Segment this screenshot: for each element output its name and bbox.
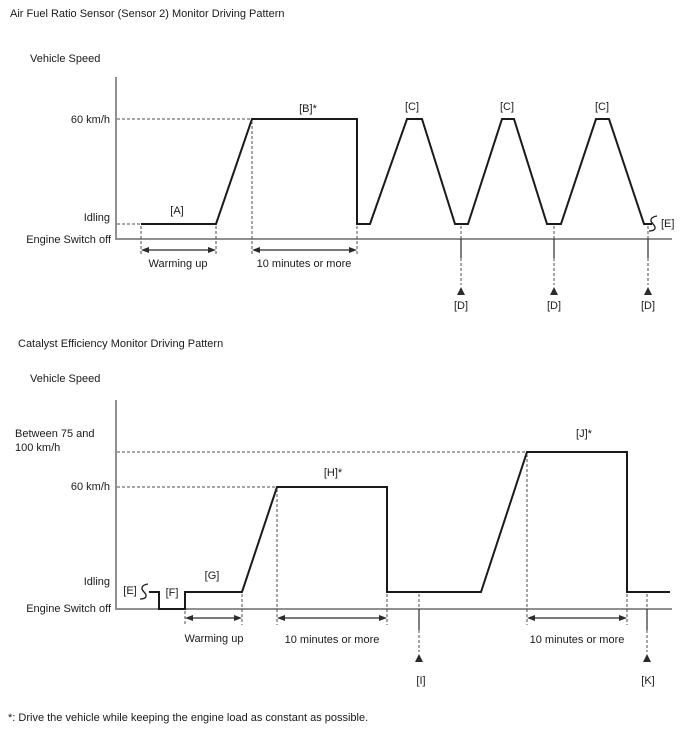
chart-title-air-fuel: Air Fuel Ratio Sensor (Sensor 2) Monitor Driving Pattern xyxy=(10,8,285,20)
duration-label-tenmin-2: 10 minutes or more xyxy=(529,634,625,646)
up-arrow-icon xyxy=(415,654,423,662)
duration-label-warming-bottom: Warming up xyxy=(184,633,244,645)
phase-label-c3: [C] xyxy=(594,101,610,113)
label-engine-off-top: Engine Switch off xyxy=(26,234,111,246)
arrow-head-left-icon xyxy=(252,247,260,253)
chart-title-catalyst: Catalyst Efficiency Monitor Driving Pattern xyxy=(18,338,224,350)
arrow-head-right-icon xyxy=(349,247,357,253)
label-between-75-line2: 100 km/h xyxy=(15,442,61,454)
duration-label-warming-top: Warming up xyxy=(148,258,208,270)
speed-trace-bottom xyxy=(149,452,670,609)
label-engine-off-bottom: Engine Switch off xyxy=(26,603,111,615)
arrow-head-right-icon xyxy=(379,615,387,621)
phase-label-i: [I] xyxy=(416,675,426,687)
phase-label-e-top: [E] xyxy=(661,218,675,230)
phase-label-d2: [D] xyxy=(546,300,562,312)
time-marker-k xyxy=(641,594,654,687)
phase-label-d3: [D] xyxy=(640,300,656,312)
label-idling-top: Idling xyxy=(83,212,110,224)
phase-label-c2: [C] xyxy=(499,101,515,113)
axis-break-squiggle-bottom xyxy=(140,584,148,599)
y-axis-label-bottom: Vehicle Speed xyxy=(30,373,101,385)
arrow-head-right-icon xyxy=(208,247,216,253)
label-60kmh-bottom: 60 km/h xyxy=(70,481,110,493)
duration-label-tenmin-1: 10 minutes or more xyxy=(284,634,380,646)
arrow-head-right-icon xyxy=(234,615,242,621)
phase-label-j: [J]* xyxy=(576,428,592,440)
up-arrow-icon xyxy=(643,654,651,662)
phase-label-a: [A] xyxy=(170,205,184,217)
phase-label-b: [B]* xyxy=(299,103,317,115)
arrow-head-left-icon xyxy=(527,615,535,621)
y-axis-label-top: Vehicle Speed xyxy=(30,53,101,65)
up-arrow-icon xyxy=(550,287,558,295)
phase-label-f: [F] xyxy=(165,587,179,599)
arrow-head-left-icon xyxy=(141,247,149,253)
air-fuel-ratio-chart xyxy=(10,8,674,312)
footnote: *: Drive the vehicle while keeping the engine load as constant as possible. xyxy=(8,712,369,724)
phase-label-d1: [D] xyxy=(453,300,469,312)
label-idling-bottom: Idling xyxy=(83,576,110,588)
phase-label-e-bottom: [E] xyxy=(123,585,137,597)
phase-label-h: [H]* xyxy=(323,467,343,479)
up-arrow-icon xyxy=(457,287,465,295)
phase-label-c1: [C] xyxy=(404,101,420,113)
time-marker-i xyxy=(415,594,426,687)
up-arrow-icon xyxy=(644,287,652,295)
arrow-head-right-icon xyxy=(619,615,627,621)
arrow-head-left-icon xyxy=(277,615,285,621)
catalyst-efficiency-chart xyxy=(15,338,672,687)
label-between-75-line1: Between 75 and xyxy=(15,428,95,440)
label-60kmh-top: 60 km/h xyxy=(70,114,110,126)
phase-label-k: [K] xyxy=(641,675,655,687)
duration-label-tenmin-top: 10 minutes or more xyxy=(256,258,352,270)
phase-label-g: [G] xyxy=(204,570,220,582)
speed-trace-top xyxy=(141,119,652,224)
arrow-head-left-icon xyxy=(185,615,193,621)
